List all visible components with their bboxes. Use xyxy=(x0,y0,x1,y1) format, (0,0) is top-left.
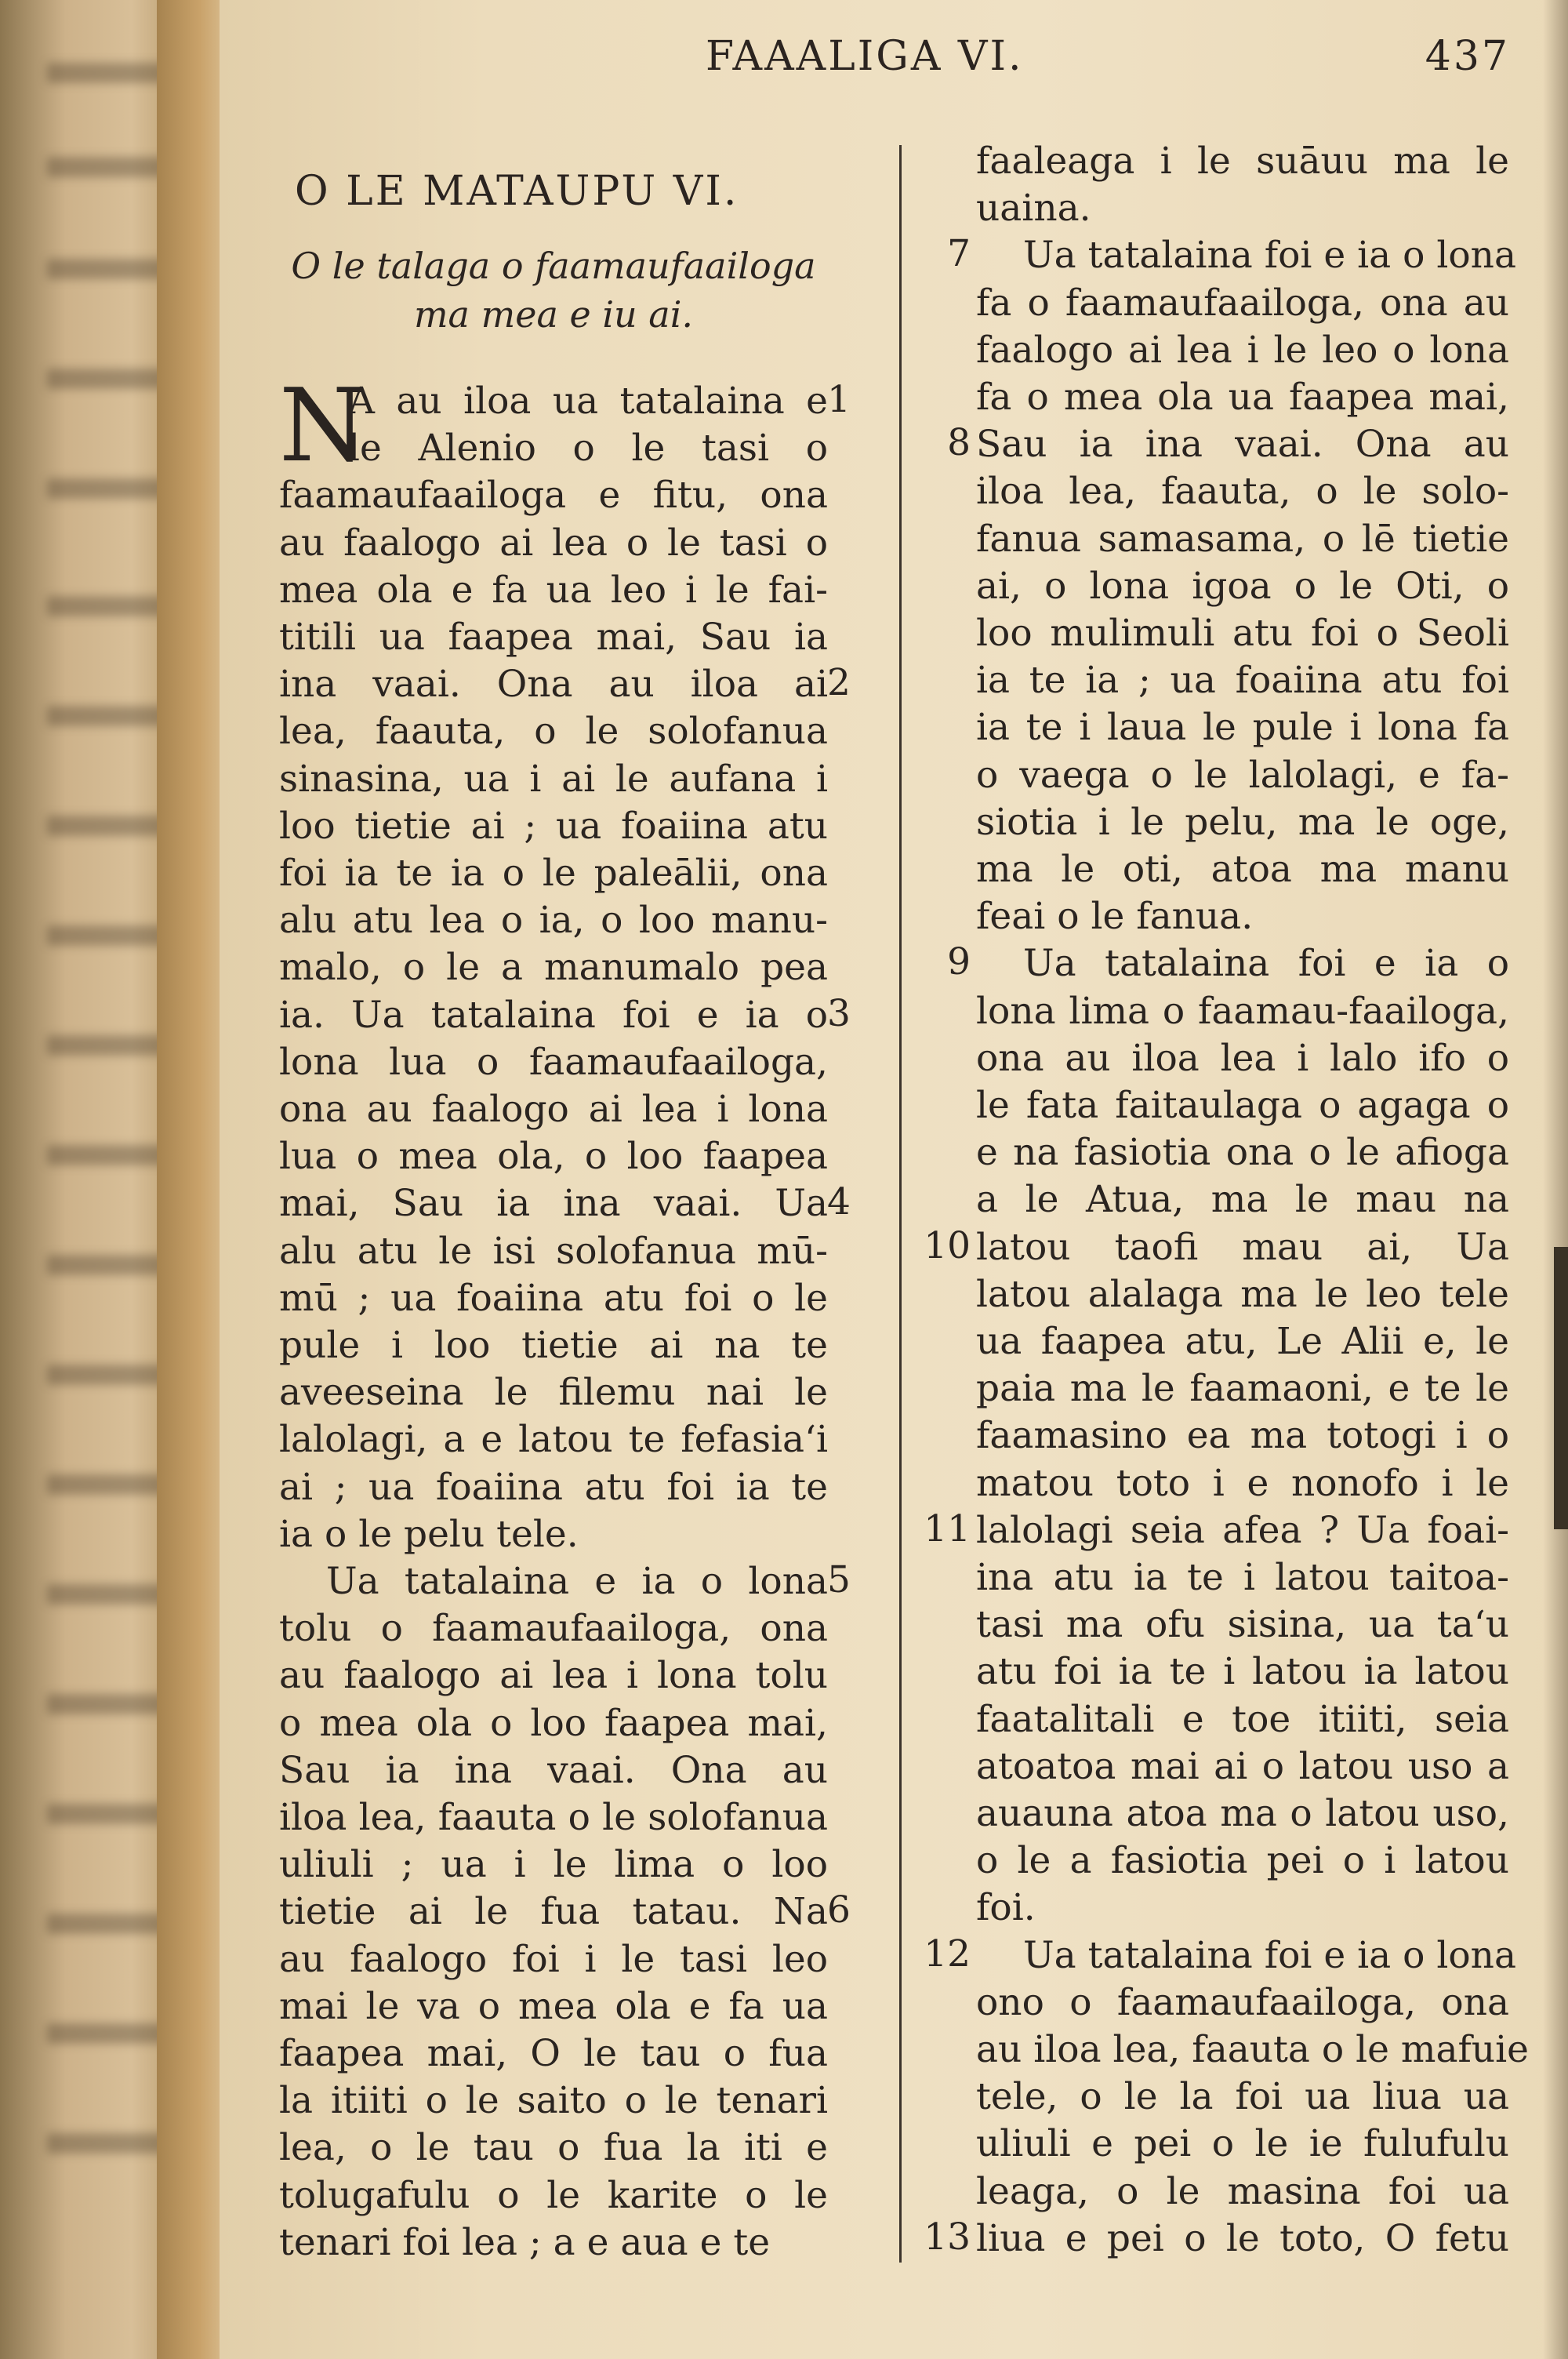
text-line: loo tietie ai ; ua foaiina atu xyxy=(279,804,828,848)
text-line: alu atu lea o ia, o loo manu- xyxy=(279,899,828,943)
text-line: faatalitali e toe itiiti, seia xyxy=(976,1697,1509,1741)
verse-number: 9 xyxy=(947,940,971,984)
page-tab-notch xyxy=(1554,1247,1568,1529)
text-line: ina vaai. Ona au iloa ai xyxy=(279,663,828,707)
text-line: lua o mea ola, o loo faapea xyxy=(279,1135,828,1179)
text-line: siotia i le pelu, ma le oge, xyxy=(976,800,1509,844)
text-line: sinasina, ua i ai le aufana i xyxy=(279,757,828,801)
verse-number: 5 xyxy=(827,1558,851,1601)
text-line: matou toto i e nonofo i le xyxy=(976,1461,1509,1505)
text-line: tietie ai le fua tatau. Na xyxy=(279,1890,828,1934)
verse-number: 12 xyxy=(924,1932,971,1976)
column-divider xyxy=(899,145,902,2263)
text-line: fa o mea ola ua faapea mai, xyxy=(976,376,1509,419)
text-line: lea, faauta, o le solofanua xyxy=(279,710,828,754)
running-header xyxy=(706,33,1521,96)
page-number: 437 xyxy=(1425,33,1510,80)
text-line: lona lua o faamaufaailoga, xyxy=(279,1040,828,1084)
text-line: Ua tatalaina e ia o lona xyxy=(326,1560,828,1603)
text-line: Ua tatalaina foi e ia o lona xyxy=(1023,234,1516,278)
text-line: atu foi ia te i latou ia latou xyxy=(976,1650,1509,1694)
text-line: au faalogo ai lea i lona tolu xyxy=(279,1654,828,1698)
text-line: ia o le pelu tele. xyxy=(279,1512,579,1556)
text-line: lea, o le tau o fua la iti e xyxy=(279,2126,828,2170)
chapter-subtitle-line: O le talaga o faamaufaailoga xyxy=(291,245,816,287)
text-line: ua faapea atu, Le Alii e, le xyxy=(976,1320,1509,1363)
text-line: ona au iloa lea i lalo ifo o xyxy=(976,1036,1509,1080)
text-line: uliuli ; ua i le lima o loo xyxy=(279,1843,828,1887)
text-line: au faalogo ai lea o le tasi o xyxy=(279,521,828,565)
text-line: ona au faalogo ai lea i lona xyxy=(279,1088,828,1131)
text-line: Ua tatalaina foi e ia o lona xyxy=(1023,1933,1516,1977)
text-line: faamaufaailoga e fitu, ona xyxy=(279,474,828,518)
text-line: paia ma le faamaoni, e te le xyxy=(976,1367,1509,1411)
verse-number: 10 xyxy=(924,1223,971,1267)
text-line: ia te ia ; ua foaiina atu foi xyxy=(976,659,1509,703)
text-line: le Alenio o le tasi o xyxy=(348,427,828,471)
verse-number: 11 xyxy=(924,1507,971,1550)
text-line: ia te i laua le pule i lona fa xyxy=(976,706,1509,750)
text-line: tolugafulu o le karite o le xyxy=(279,2173,828,2217)
text-line: lalolagi seia afea ? Ua foai- xyxy=(976,1508,1509,1552)
text-line: aveeseina le filemu nai le xyxy=(279,1371,828,1415)
text-line: Sau ia ina vaai. Ona au xyxy=(976,423,1509,467)
text-line: faamasino ea ma totogi i o xyxy=(976,1414,1509,1458)
verse-number: 3 xyxy=(827,991,851,1035)
text-line: pule i loo tietie ai na te xyxy=(279,1324,828,1367)
running-title: FAAALIGA VI. xyxy=(706,33,1024,80)
verse-number: 8 xyxy=(947,421,971,465)
text-line: au faalogo foi i le tasi leo xyxy=(279,1937,828,1981)
text-line: fa o faamaufaailoga, ona au xyxy=(976,281,1509,325)
text-line: o vaega o le lalolagi, e fa- xyxy=(976,753,1509,797)
text-line: ia. Ua tatalaina foi e ia o xyxy=(279,993,828,1037)
text-line: ono o faamaufaailoga, ona xyxy=(976,1980,1509,2024)
chapter-title: O LE MATAUPU VI. xyxy=(295,168,739,215)
text-line: loo mulimuli atu foi o Seoli xyxy=(976,612,1509,655)
chapter-subtitle-line: ma mea e iu ai. xyxy=(413,293,694,336)
text-line: alu atu le isi solofanua mū- xyxy=(279,1229,828,1273)
text-line: o mea ola o loo faapea mai, xyxy=(279,1701,828,1745)
text-line: feai o le fanua. xyxy=(976,895,1254,939)
drop-cap: N xyxy=(279,368,367,485)
text-line: fanua samasama, o lē tietie xyxy=(976,517,1509,561)
text-line: ina atu ia te i latou taitoa- xyxy=(976,1556,1509,1599)
text-line: titili ua faapea mai, Sau ia xyxy=(279,616,828,659)
verse-number: 1 xyxy=(827,378,851,421)
text-line: lona lima o faamau-faailoga, xyxy=(976,989,1509,1033)
text-line: faalogo ai lea i le leo o lona xyxy=(976,328,1509,372)
text-line: A au iloa ua tatalaina e xyxy=(348,380,828,423)
text-line: mai le va o mea ola e fa ua xyxy=(279,1984,828,2028)
text-line: tolu o faamaufaailoga, ona xyxy=(279,1607,828,1651)
text-line: a le Atua, ma le mau na xyxy=(976,1178,1509,1222)
text-line: tenari foi lea ; a e aua e te xyxy=(279,2220,771,2264)
verse-number: 2 xyxy=(827,661,851,705)
verse-number: 4 xyxy=(827,1180,851,1224)
text-line: liua e pei o le toto, O fetu xyxy=(976,2216,1509,2260)
text-line: tele, o le la foi ua liua ua xyxy=(976,2075,1509,2119)
text-line: e na fasiotia ona o le afioga xyxy=(976,1131,1509,1175)
text-line: foi. xyxy=(976,1886,1036,1930)
text-line: mai, Sau ia ina vaai. Ua xyxy=(279,1182,828,1226)
text-line: atoatoa mai ai o latou uso a xyxy=(976,1744,1509,1788)
text-line: latou alalaga ma le leo tele xyxy=(976,1272,1509,1316)
text-line: Ua tatalaina foi e ia o xyxy=(1023,942,1509,986)
text-line: o le a fasiotia pei o i latou xyxy=(976,1839,1509,1883)
text-line: faaleaga i le suāuu ma le xyxy=(976,140,1509,183)
text-line: mea ola e fa ua leo i le fai- xyxy=(279,568,828,612)
text-line: faapea mai, O le tau o fua xyxy=(279,2032,828,2075)
text-line: ai, o lona igoa o le Oti, o xyxy=(976,564,1509,608)
text-line: uaina. xyxy=(976,187,1091,231)
text-line: iloa lea, faauta, o le solo- xyxy=(976,470,1509,514)
text-line: ai ; ua foaiina atu foi ia te xyxy=(279,1465,828,1509)
text-line: foi ia te ia o le paleālii, ona xyxy=(279,852,828,895)
text-line: la itiiti o le saito o le tenari xyxy=(279,2079,828,2123)
text-line: tasi ma ofu sisina, ua ta‘u xyxy=(976,1603,1509,1647)
right-page-edge xyxy=(1543,0,1568,2359)
verse-number: 6 xyxy=(827,1888,851,1932)
text-line: ma le oti, atoa ma manu xyxy=(976,848,1509,891)
text-line: lalolagi, a e latou te fefasia‘i xyxy=(279,1418,828,1462)
text-line: au iloa lea, faauta o le mafuie xyxy=(976,2028,1529,2071)
text-line: malo, o le a manumalo pea xyxy=(279,946,828,990)
verse-number: 13 xyxy=(924,2215,971,2259)
verse-number: 7 xyxy=(947,232,971,276)
text-line: mū ; ua foaiina atu foi o le xyxy=(279,1276,828,1320)
text-line: le fata faitaulaga o agaga o xyxy=(976,1084,1509,1127)
text-line: iloa lea, faauta o le solofanua xyxy=(279,1796,828,1839)
text-line: uliuli e pei o le ie fulufulu xyxy=(976,2122,1509,2166)
text-line: auauna atoa ma o latou uso, xyxy=(976,1792,1509,1835)
text-line: Sau ia ina vaai. Ona au xyxy=(279,1748,828,1792)
text-line: leaga, o le masina foi ua xyxy=(976,2169,1509,2213)
text-line: latou taofi mau ai, Ua xyxy=(976,1225,1509,1269)
